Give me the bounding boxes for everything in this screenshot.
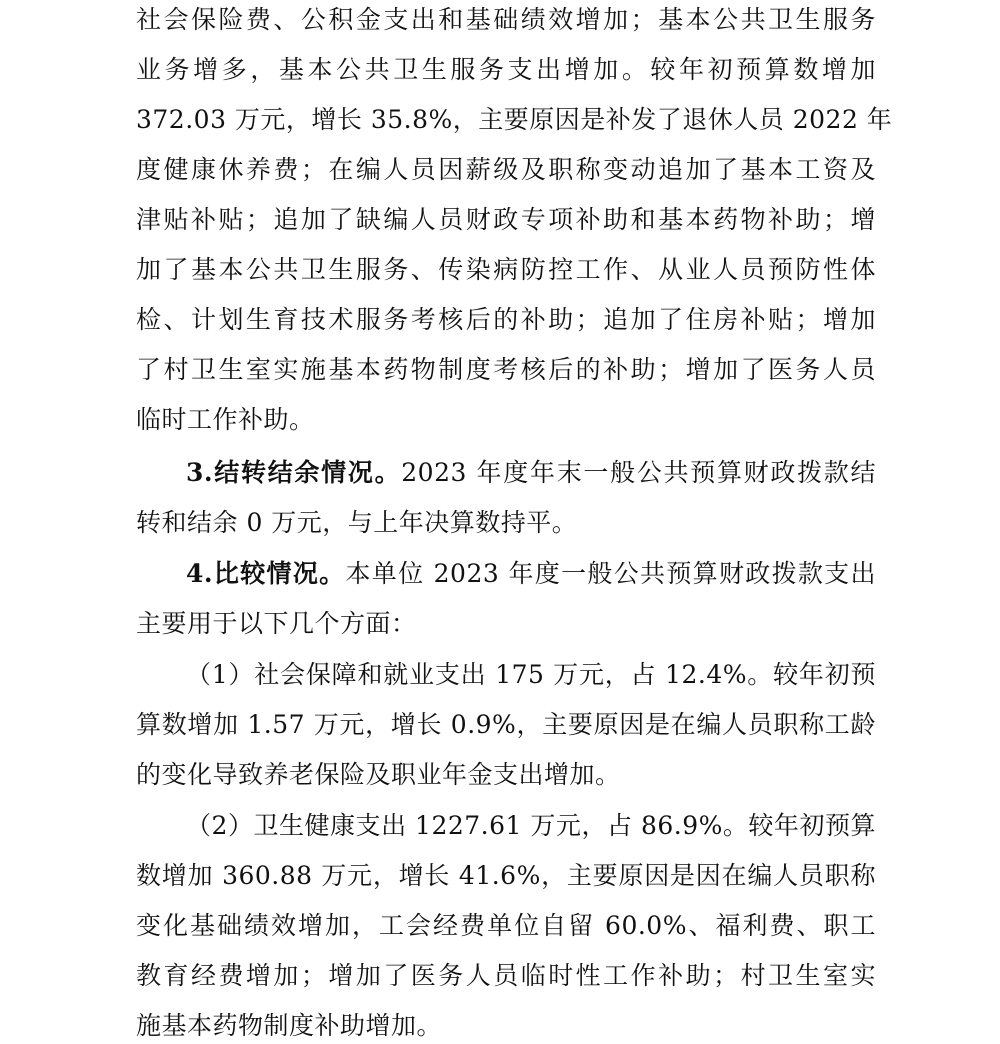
paragraph-line: 主要用于以下几个方面： — [136, 609, 417, 638]
paragraph-line: （2）卫生健康支出 1227.61 万元，占 86.9%。较年初预算 — [186, 811, 876, 840]
paragraph-line: 教育经费增加；增加了医务人员临时性工作补助；村卫生室实 — [136, 961, 876, 990]
paragraph-line: 变化基础绩效增加，工会经费单位自留 60.0%、福利费、职工 — [136, 911, 876, 940]
paragraph-line: 施基本药物制度补助增加。 — [136, 1011, 443, 1040]
comparison-paragraph-line — [186, 556, 876, 592]
paragraph-line: 业务增多，基本公共卫生服务支出增加。较年初预算数增加 — [136, 55, 876, 84]
paragraph-line: 社会保险费、公积金支出和基础绩效增加；基本公共卫生服务 — [136, 5, 876, 34]
comparison-text: 本单位 2023 年度一般公共预算财政拨款支出 — [345, 559, 876, 588]
carryover-paragraph-line — [186, 455, 876, 491]
paragraph-line: 加了基本公共卫生服务、传染病防控工作、从业人员预防性体 — [136, 255, 876, 284]
paragraph-line: 临时工作补助。 — [136, 405, 315, 434]
comparison-heading: 4.比较情况。 — [186, 559, 346, 588]
paragraph-line: 算数增加 1.57 万元，增长 0.9%，主要原因是在编人员职称工龄 — [136, 710, 876, 739]
paragraph-line: 转和结余 0 万元，与上年决算数持平。 — [136, 508, 578, 537]
carryover-text: 2023 年度年末一般公共预算财政拨款结 — [401, 458, 876, 487]
paragraph-line: 检、计划生育技术服务考核后的补助；追加了住房补贴；增加 — [136, 305, 876, 334]
paragraph-line: 了村卫生室实施基本药物制度考核后的补助；增加了医务人员 — [136, 355, 876, 384]
paragraph-line: 津贴补贴；追加了缺编人员财政专项补助和基本药物补助；增 — [136, 205, 876, 234]
paragraph-line: 数增加 360.88 万元，增长 41.6%，主要原因是因在编人员职称 — [136, 861, 876, 890]
paragraph-line: （1）社会保障和就业支出 175 万元，占 12.4%。较年初预 — [186, 660, 876, 689]
carryover-heading: 3.结转结余情况。 — [186, 458, 402, 487]
paragraph-line: 的变化导致养老保险及职业年金支出增加。 — [136, 760, 621, 789]
paragraph-line: 度健康休养费；在编人员因薪级及职称变动追加了基本工资及 — [136, 155, 876, 184]
paragraph-line: 372.03 万元，增长 35.8%，主要原因是补发了退休人员 2022 年 — [136, 105, 893, 134]
